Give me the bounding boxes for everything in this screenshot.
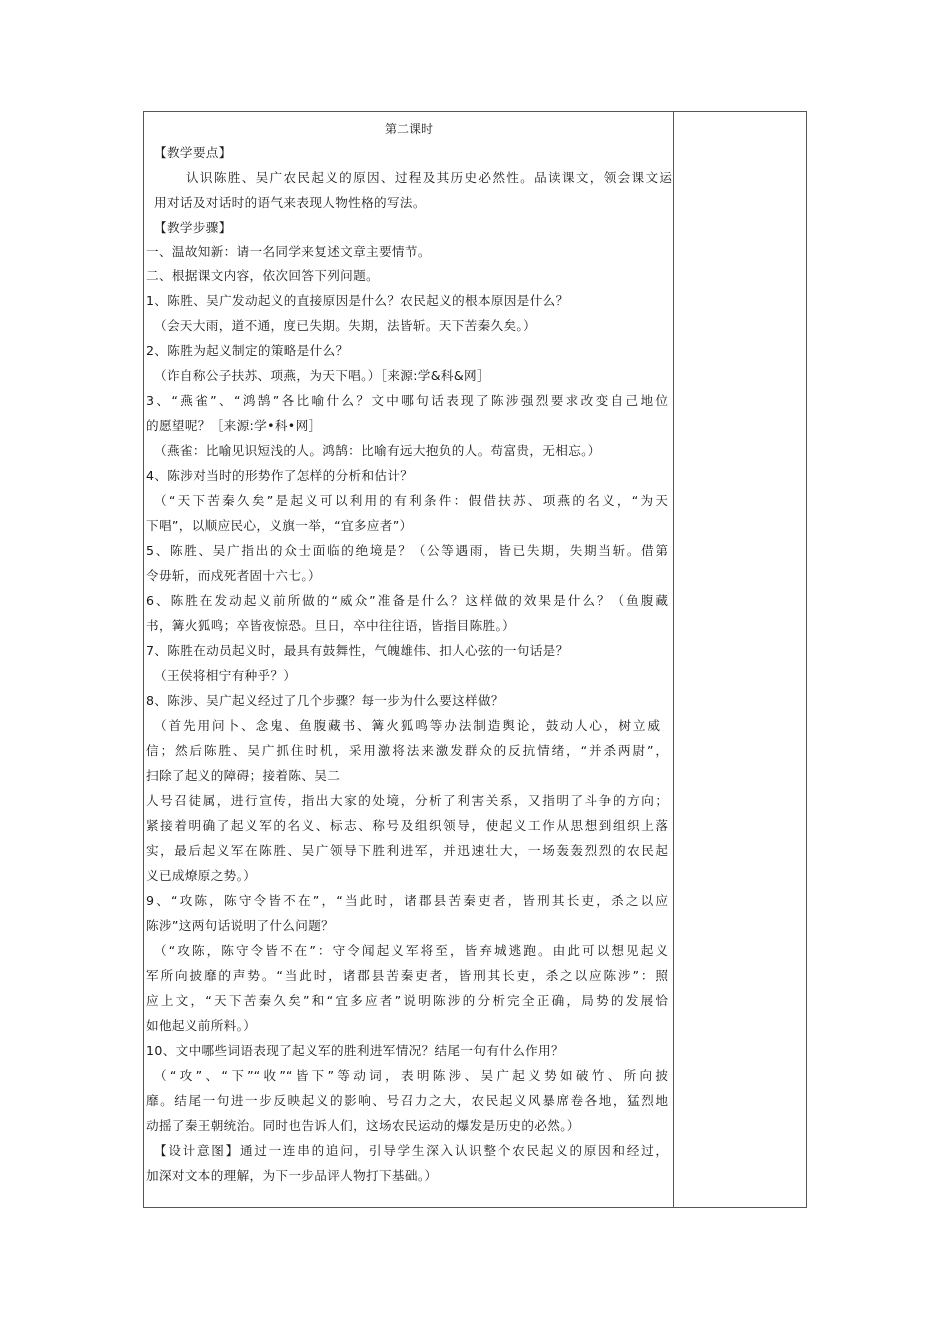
text-line: 用对话及对话时的语气来表现人物性格的写法。 [154, 195, 426, 210]
answer-line: （王侯将相宁有种乎？） [154, 668, 297, 683]
design-intent-line: 【设计意图】通过一连串的追问，引导学生深入认识整个农民起义的原因和经过， [154, 1143, 668, 1158]
section-heading-steps: 【教学步骤】 [154, 220, 232, 235]
answer-line: 信；然后陈胜、吴广抓住时机，采用激将法来激发群众的反抗情绪，“并杀两尉”， [146, 743, 668, 758]
answer-line: 义已成燎原之势。） [146, 868, 257, 883]
answer-line: 靡。结尾一句进一步反映起义的影响、号召力之大，农民起义风暴席卷各地，猛烈地 [146, 1093, 668, 1108]
question-line: 7、陈胜在动员起义时，最具有鼓舞性，气魄雄伟、扣人心弦的一句话是？ [146, 643, 569, 658]
text-line: 认识陈胜、吴广农民起义的原因、过程及其历史必然性。品读课文，领会课文运 [186, 170, 672, 185]
answer-line: （首先用问卜、念鬼、鱼腹藏书、篝火狐鸣等办法制造舆论，鼓动人心，树立威 [154, 718, 660, 733]
text-line: 一、温故知新：请一名同学来复述文章主要情节。 [146, 244, 431, 259]
question-line: 的愿望呢？［来源:学•科•网］ [146, 418, 322, 433]
design-intent-line: 加深对文本的理解，为下一步品评人物打下基础。） [146, 1168, 438, 1183]
section-heading-key-points: 【教学要点】 [154, 145, 232, 160]
lesson-title: 第二课时 [384, 122, 433, 136]
question-line: 4、陈涉对当时的形势作了怎样的分析和估计？ [146, 468, 414, 483]
lesson-table [143, 111, 807, 1208]
answer-line: （“攻”、“下”“收”“皆下”等动词，表明陈涉、吴广起义势如破竹、所向披 [154, 1068, 668, 1083]
answer-line: 实，最后起义军在陈胜、吴广领导下胜利进军，并迅速壮大，一场轰轰烈烈的农民起 [146, 843, 668, 858]
answer-line: 动摇了秦王朝统治。同时也告诉人们，这场农民运动的爆发是历史的必然。） [146, 1118, 580, 1133]
question-line: 2、陈胜为起义制定的策略是什么？ [146, 343, 349, 358]
answer-line: 扫除了起义的障碍；接着陈、吴二 [146, 768, 341, 783]
lesson-content-cell [144, 112, 674, 1207]
answer-line: 令毋斩，而戍死者固十六七。） [146, 568, 321, 583]
answer-line: 下唱”，以顺应民心，义旗一举，“宜多应者”） [146, 518, 413, 533]
question-line: 6、陈胜在发动起义前所做的“威众”准备是什么？这样做的效果是什么？（鱼腹藏 [146, 593, 668, 608]
question-line: 1、陈胜、吴广发动起义的直接原因是什么？农民起义的根本原因是什么？ [146, 293, 569, 308]
question-line: 陈涉”这两句话说明了什么问题？ [146, 918, 335, 933]
answer-line: 紧接着明确了起义军的名义、标志、称号及组织领导，使起义工作从思想到组织上落 [146, 818, 668, 833]
answer-line: （“攻陈，陈守令皆不在”：守令闻起义军将至，皆弃城逃跑。由此可以想见起义 [154, 943, 668, 958]
answer-line: （会天大雨，道不通，度已失期。失期，法皆斩。天下苦秦久矣。） [154, 318, 537, 333]
question-line: 3、“燕雀”、“鸿鹄”各比喻什么？文中哪句话表现了陈涉强烈要求改变自己地位 [146, 393, 668, 408]
answer-line: （诈自称公子扶苏、项燕，为天下唱。）［来源:学&科&网］ [154, 368, 490, 383]
notes-column [674, 112, 806, 1207]
answer-line: （“天下苦秦久矣”是起义可以利用的有利条件：假借扶苏、项燕的名义，“为天 [154, 493, 668, 508]
text-line: 二、根据课文内容，依次回答下列问题。 [146, 268, 379, 283]
answer-line: 书，篝火狐鸣；卒皆夜惊恐。旦日，卒中往往语，皆指目陈胜。） [146, 618, 516, 633]
answer-line: 人号召徒属，进行宣传，指出大家的处境，分析了利害关系，又指明了斗争的方向； [146, 793, 668, 808]
question-line: 5、陈胜、吴广指出的众士面临的绝境是？（公等遇雨，皆已失期，失期当斩。借第 [146, 543, 668, 558]
answer-line: 如他起义前所料。） [146, 1018, 257, 1033]
question-line: 10、文中哪些词语表现了起义军的胜利进军情况？结尾一句有什么作用？ [146, 1043, 564, 1058]
question-line: 9、“攻陈，陈守令皆不在”，“当此时，诸郡县苦秦吏者，皆刑其长吏，杀之以应 [146, 893, 668, 908]
answer-line: 应上文，“天下苦秦久矣”和“宜多应者”说明陈涉的分析完全正确，局势的发展恰 [146, 993, 668, 1008]
answer-line: （燕雀：比喻见识短浅的人。鸿鹄：比喻有远大抱负的人。苟富贵，无相忘。） [154, 443, 601, 458]
answer-line: 军所向披靡的声势。“当此时，诸郡县苦秦吏者，皆刑其长吏，杀之以应陈涉”：照 [146, 968, 668, 983]
question-line: 8、陈涉、吴广起义经过了几个步骤？每一步为什么要这样做？ [146, 693, 504, 708]
